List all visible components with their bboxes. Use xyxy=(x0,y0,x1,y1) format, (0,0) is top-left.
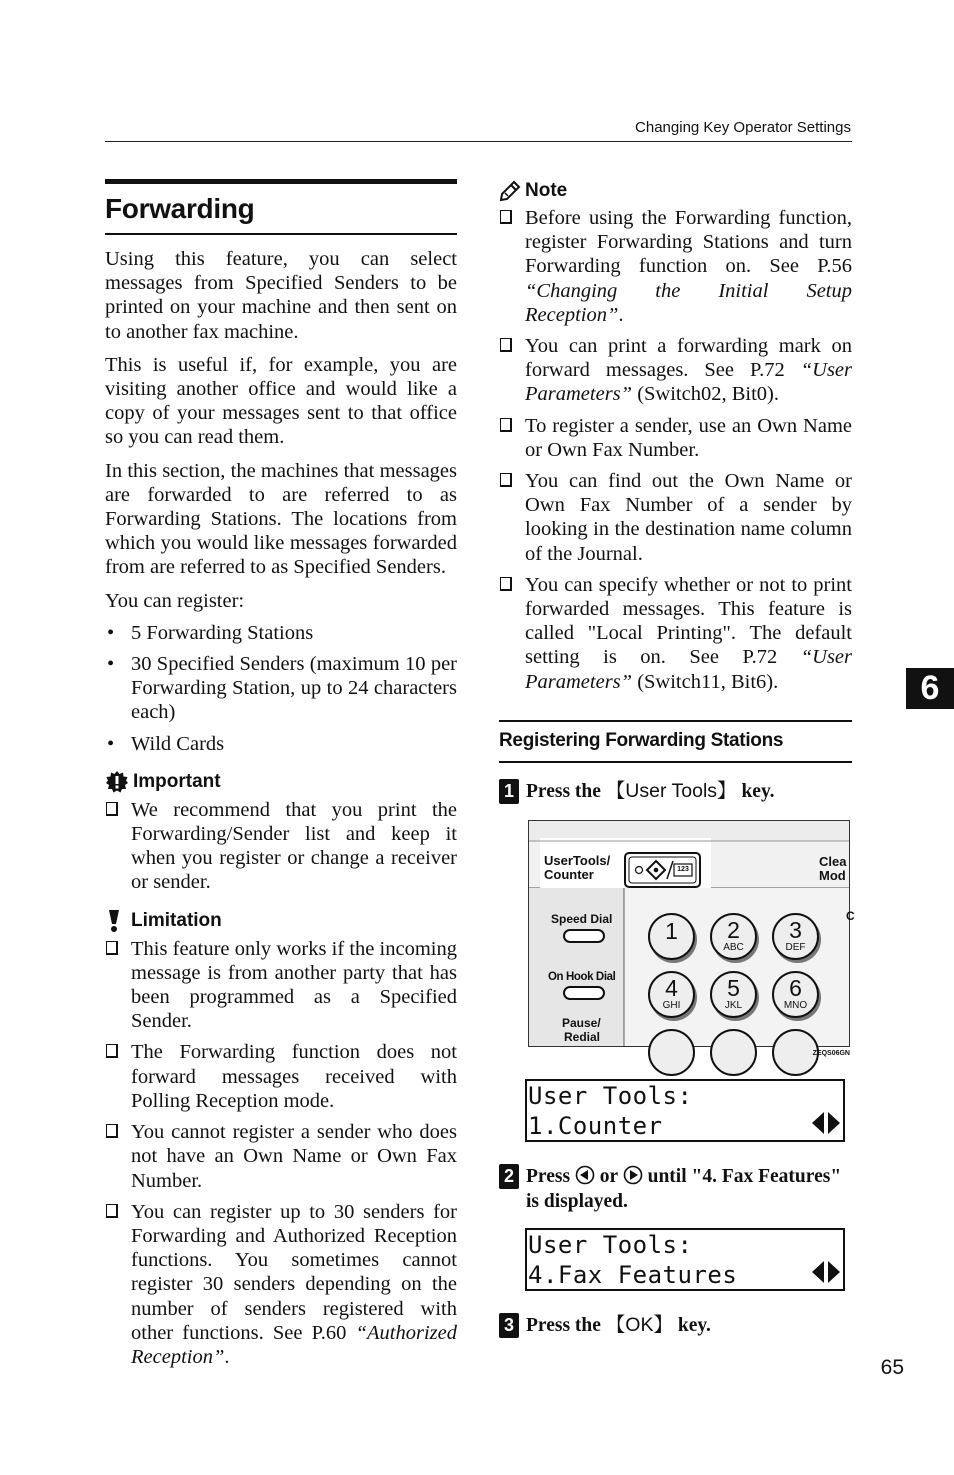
clear-label: Clea xyxy=(819,853,847,869)
key-2[interactable]: 2 ABC xyxy=(710,913,757,960)
key-5[interactable]: 5 JKL xyxy=(710,971,757,1018)
key-3[interactable]: 3 DEF xyxy=(772,913,819,960)
cross-reference: “Changing the Initial Setup Reception” xyxy=(525,279,852,326)
key-8-partial[interactable] xyxy=(710,1029,757,1076)
limitation-list xyxy=(105,937,457,1369)
step-2: 2 Press or until "4. Fax Features" is displayed. xyxy=(499,1164,852,1214)
list-item: You can register up to 30 senders for Forwarding and Authorized Reception functions. You sometimes cannot register 30 senders depending on the number of senders registered with other functions. See P.60 “Authorized Reception”. xyxy=(105,1200,457,1369)
example-paragraph: This is useful if, for example, you are visiting another office and would like a copy of your messages sent to that office so you can read them. xyxy=(105,353,457,449)
lcd-display-1 xyxy=(525,1079,845,1142)
right-column xyxy=(499,180,855,1338)
register-list xyxy=(105,621,457,756)
step-3: 3 Press the 【OK】 key. xyxy=(499,1313,852,1338)
lcd-line-2: 4.Fax Features xyxy=(528,1260,738,1289)
list-item: You can print a forwarding mark on forward messages. See P.72 “User Parameters” (Switch02, Bit0). xyxy=(499,334,852,407)
on-hook-dial-button[interactable] xyxy=(564,987,604,999)
cross-reference: “Authorized Reception” xyxy=(131,1321,457,1368)
speed-dial-label: Speed Dial xyxy=(551,911,613,926)
left-arrow-key-icon xyxy=(575,1165,595,1185)
header-rule xyxy=(105,141,852,142)
lcd-line-2: 1.Counter xyxy=(528,1111,663,1140)
intro-paragraph: Using this feature, you can select messages from Specified Senders to be printed on your machine and then sent on to another fax machine. xyxy=(105,248,457,343)
user-tools-label: UserTools/ xyxy=(544,852,611,868)
list-item: Before using the Forwarding function, register Forwarding Stations and turn Forwarding function on. See P.56 “Changing the Initial Setup Reception”. xyxy=(499,206,852,327)
definition-paragraph: In this section, the machines that messages are forwarded to are referred to as Forwarding Stations. The locations from which you would like messages forwarded from are referred to as Specified Senders. xyxy=(105,459,457,579)
left-right-arrows-icon xyxy=(812,1112,840,1134)
left-column xyxy=(105,179,457,1376)
speed-dial-button[interactable] xyxy=(564,930,604,942)
list-item: • Wild Cards xyxy=(107,732,225,755)
key-badge: 123 xyxy=(677,865,689,873)
redial-label: Redial xyxy=(564,1029,601,1044)
key-4[interactable]: 4 GHI xyxy=(648,971,695,1018)
mode-label: Mod xyxy=(819,867,846,883)
list-item: • 5 Forwarding Stations xyxy=(107,621,314,644)
important-list xyxy=(105,798,457,895)
svg-text:C: C xyxy=(846,908,855,923)
pause-label: Pause/ xyxy=(562,1015,601,1030)
running-head: Changing Key Operator Settings xyxy=(635,119,851,136)
step-1: 1 Press the 【User Tools】 key. xyxy=(499,779,852,804)
list-item: You can specify whether or not to print forwarded messages. This feature is called "Local Printing". The default setting is on. See P.72 “User Parameters” (Switch11, Bit6). xyxy=(499,573,852,694)
list-item: This feature only works if the incoming message is from another party that has been programmed as a Specified Sender. xyxy=(105,937,457,1034)
step-number: 1 xyxy=(499,779,519,804)
important-heading: Important xyxy=(105,770,457,794)
step-number: 2 xyxy=(499,1164,519,1189)
chapter-tab: 6 xyxy=(906,668,954,709)
lcd-line-1: User Tools: xyxy=(528,1230,693,1259)
key-6[interactable]: 6 MNO xyxy=(772,971,819,1018)
list-item: We recommend that you print the Forwarding/Sender list and keep it when you register or change a receiver or sender. xyxy=(105,798,457,895)
lcd-display-2 xyxy=(525,1228,845,1291)
subsection-title: Registering Forwarding Stations xyxy=(499,729,784,751)
important-icon xyxy=(105,770,129,794)
cross-reference: “User Parameters” xyxy=(525,646,852,693)
list-item: • 30 Specified Senders (maximum 10 per Forwarding Station, up to 24 characters each) xyxy=(107,653,457,724)
left-right-arrows-icon xyxy=(812,1261,840,1283)
figure-code: ZEQS06GN xyxy=(812,1049,850,1057)
note-list xyxy=(499,206,852,694)
pencil-icon xyxy=(499,180,521,202)
section-title: Forwarding xyxy=(105,193,255,224)
counter-label: Counter xyxy=(544,866,594,882)
user-tools-key-label: 【User Tools】 xyxy=(605,779,737,802)
ok-key-label: 【OK】 xyxy=(605,1313,673,1336)
key-7-partial[interactable] xyxy=(648,1029,695,1076)
list-item: You can find out the Own Name or Own Fax Number of a sender by looking in the destination name column of the Journal. xyxy=(499,469,852,566)
keypad xyxy=(648,913,826,1047)
exclamation-icon xyxy=(105,909,123,933)
page-number: 65 xyxy=(880,1356,904,1379)
register-paragraph: You can register: xyxy=(105,589,245,612)
list-item: The Forwarding function does not forward messages received with Polling Reception mode. xyxy=(105,1040,457,1113)
step-number: 3 xyxy=(499,1313,519,1338)
lcd-line-1: User Tools: xyxy=(528,1081,693,1110)
limitation-heading: Limitation xyxy=(105,909,457,933)
subsection-bottom-rule xyxy=(499,761,852,763)
control-panel-illustration xyxy=(528,820,855,1057)
title-bar xyxy=(105,179,457,184)
right-arrow-key-icon xyxy=(623,1165,643,1185)
title-underline xyxy=(105,233,457,235)
list-item: You cannot register a sender who does not have an Own Name or Own Fax Number. xyxy=(105,1120,457,1193)
note-heading: Note xyxy=(499,180,852,202)
key-1[interactable]: 1 xyxy=(648,913,695,960)
cross-reference: “User Parameters” xyxy=(525,359,852,406)
on-hook-dial-label: On Hook Dial xyxy=(548,970,616,983)
list-item: To register a sender, use an Own Name or Own Fax Number. xyxy=(499,414,852,462)
